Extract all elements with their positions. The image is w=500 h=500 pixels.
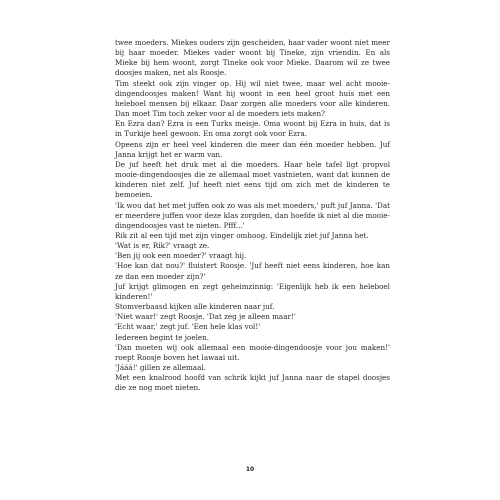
paragraph: 'Hoe kan dat nou?' fluistert Roosje. 'Juf heeft niet eens kinderen, hoe kan ze dan een moeder zijn?' [115, 261, 390, 281]
paragraph: Opeens zijn er heel veel kinderen die meer dan één moeder hebben. Juf Janna krijgt het er warm van. [115, 139, 390, 159]
paragraph: De juf heeft het druk met al die moeders. Haar hele tafel ligt propvol mooie-dingendoosjes die ze allemaal moet vastnieten, want dat kunnen de kinderen niet zelf. Juf heeft niet eens tijd om zich met de kinderen te bemoeien. [115, 159, 390, 200]
paragraph: Iedereen begint te joelen. [115, 332, 210, 342]
paragraph: 'Echt waar,' zegt juf. 'Een hele klas vol!' [115, 322, 261, 332]
paragraph: 'Dan moeten wij ook allemaal een mooie-dingendoosje voor jou maken!' roept Roosje boven het lawaai uit. [115, 342, 390, 362]
paragraph: 'Ik wou dat het met juffen ook zo was als met moeders,' puft juf Janna. 'Dat er meerdere juffen voor deze klas zorgden, dan hoefde ik niet al die mooie-dingendoosjes vast te nieten. Pfff...' [115, 200, 390, 230]
paragraph: Met een knalrood hoofd van schrik kijkt juf Janna naar de stapel doosjes die ze nog moet nieten. [115, 373, 390, 393]
paragraph: twee moeders. Miekes ouders zijn gescheiden, haar vader woont niet meer bij haar moeder. Miekes vader woont bij Tineke, zijn vriendin. En als Mieke bij hem woont, zorgt Tineke ook voor Mieke. Daarom wil ze twee doosjes maken, net als Roosje. [115, 38, 390, 78]
paragraph: 'Ben jij ook een moeder?' vraagt hij. [115, 251, 247, 261]
page-number: 10 [245, 466, 255, 473]
paragraph: 'Jááá!' gillen ze allemaal. [115, 363, 206, 372]
paragraph: Tim steekt ook zijn vinger op. Hij wil niet twee, maar wel acht mooie-dingendoosjes maken! Want hij woont in een heel groot huis met een heleboel mensen bij elkaar. Daar zorgen alle moeders voor alle kinderen. Dan moet Tim toch zeker voor al de moeders iets maken? [115, 78, 390, 119]
body-text [115, 38, 390, 393]
paragraph: Stomverbaasd kijken alle kinderen naar juf. [115, 302, 275, 312]
paragraph: 'Wat is er, Rik?' vraagt ze. [115, 241, 210, 251]
paragraph: Juf krijgt glimogen en zegt geheimzinnig: 'Eigenlijk heb ik een heleboel kinderen!' [115, 281, 390, 301]
paragraph: Rik zit al een tijd met zijn vinger omhoog. Eindelijk ziet juf Janna het. [115, 230, 369, 240]
paragraph: En Ezra dan? Ezra is een Turks meisje. Oma woont bij Ezra in huis, dat is in Turkije heel gewoon. En oma zorgt ook voor Ezra. [115, 119, 390, 139]
paragraph: 'Niet waar!' zegt Roosje. 'Dat zeg je alleen maar!' [115, 312, 296, 322]
